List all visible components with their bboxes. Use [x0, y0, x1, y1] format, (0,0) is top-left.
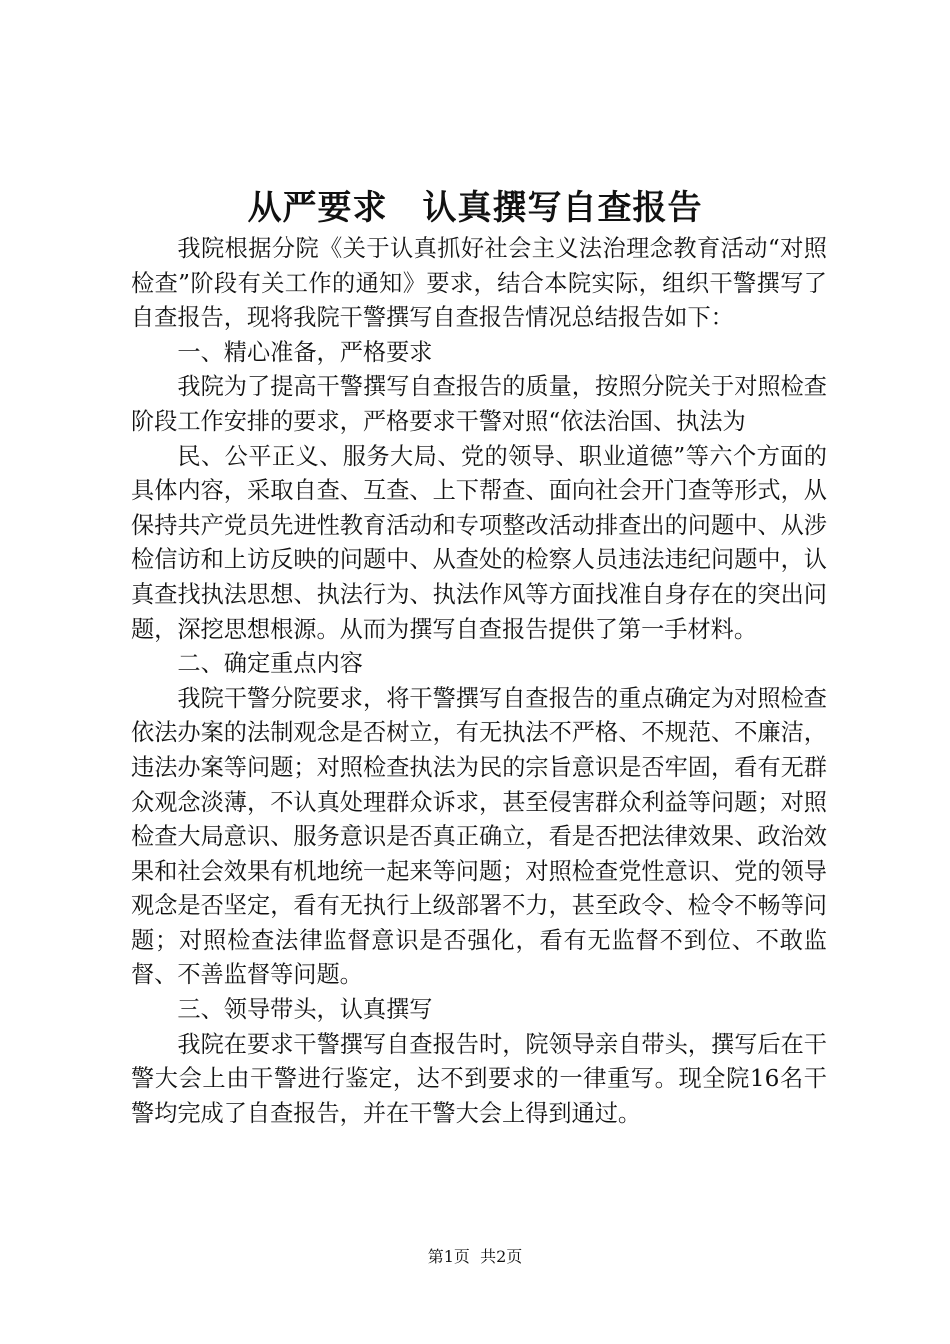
page-number-footer: 第1页 共2页	[427, 1247, 523, 1266]
paragraph-section-2: 我院干警分院要求，将干警撰写自查报告的重点确定为对照检查依法办案的法制观念是否树立，有无执法不严格、不规范、不廉洁，违法办案等问题；对照检查执法为民的宗旨意识是否牢固，看有无群众观念淡薄，不认真处理群众诉求，甚至侵害群众利益等问题；对照检查大局意识、服务意识是否真正确立，看是否把法律效果、政治效果和社会效果有机地统一起来等问题；对照检查党性意识、党的领导观念是否坚定，看有无执行上级部署不力，甚至政令、检令不畅等问题；对照检查法律监督意识是否强化，看有无监督不到位、不敢监督、不善监督等问题。	[131, 684, 827, 989]
paragraph-section-3: 我院在要求干警撰写自查报告时，院领导亲自带头，撰写后在干警大会上由干警进行鉴定，达不到要求的一律重写。现全院16名干警均完成了自查报告，并在干警大会上得到通过。	[131, 1030, 827, 1127]
section-heading-2: 二、确定重点内容	[177, 650, 363, 678]
document-title: 从严要求 认真撰写自查报告	[247, 188, 703, 228]
paragraph-intro: 我院根据分院《关于认真抓好社会主义法治理念教育活动“对照检查”阶段有关工作的通知》要求，结合本院实际，组织干警撰写了自查报告，现将我院干警撰写自查报告情况总结报告如下：	[131, 235, 827, 332]
paragraph-section-1-part-2: 民、公平正义、服务大局、党的领导、职业道德”等六个方面的具体内容，采取自查、互查、上下帮查、面向社会开门查等形式，从保持共产党员先进性教育活动和专项整改活动排查出的问题中、从涉检信访和上访反映的问题中、从查处的检察人员违法违纪问题中，认真查找执法思想、执法行为、执法作风等方面找准自身存在的突出问题，深挖思想根源。从而为撰写自查报告提供了第一手材料。	[131, 442, 827, 643]
document-body	[131, 232, 827, 1131]
section-heading-1: 一、精心准备，严格要求	[177, 338, 433, 366]
section-heading-3: 三、领导带头，认真撰写	[177, 996, 433, 1024]
paragraph-section-1-part-1: 我院为了提高干警撰写自查报告的质量，按照分院关于对照检查阶段工作安排的要求，严格要求干警对照“依法治国、执法为	[131, 373, 827, 435]
